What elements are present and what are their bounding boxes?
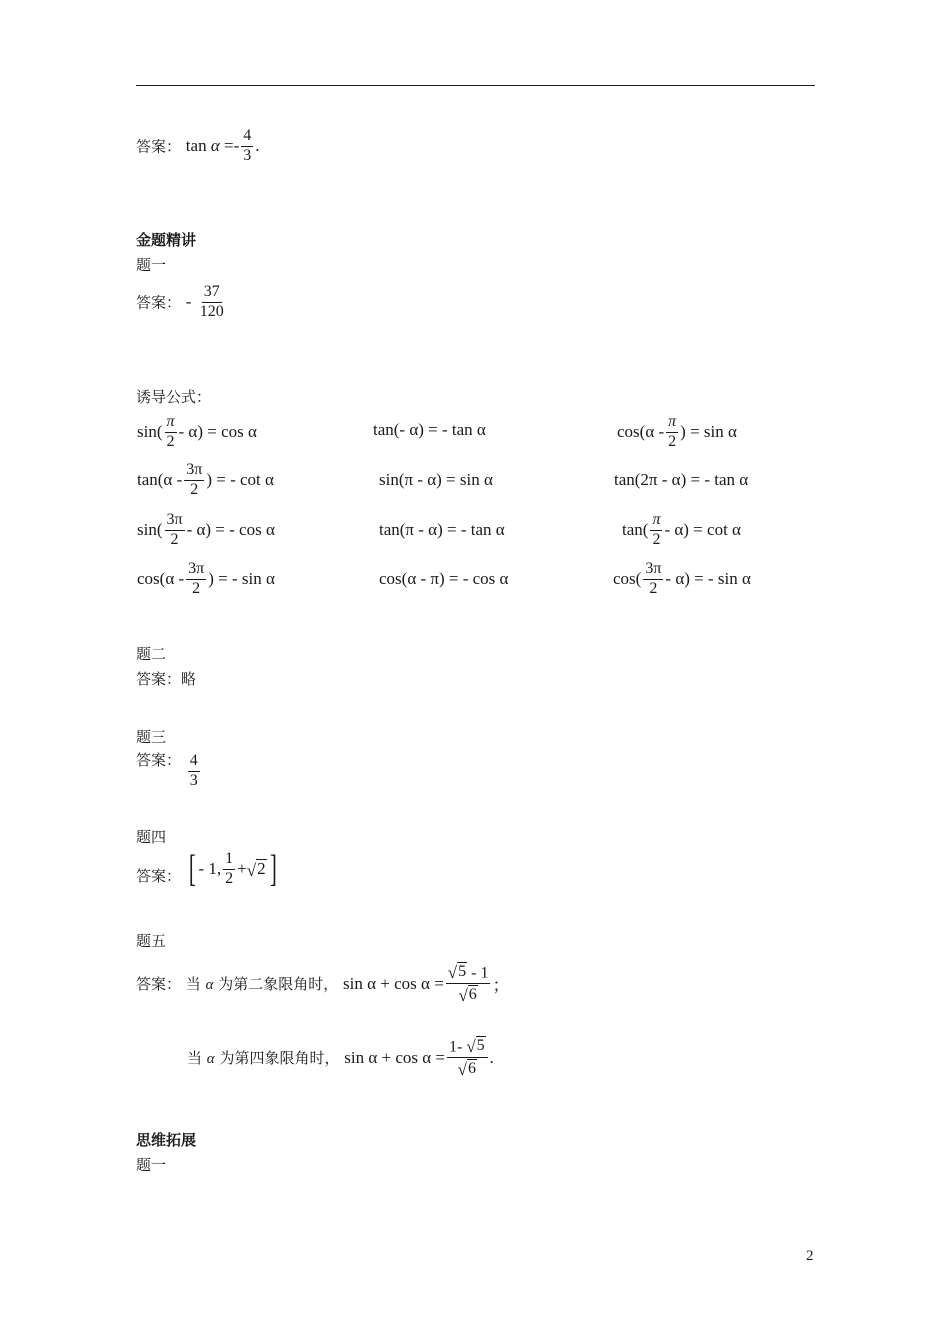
fraction: 1- √ 5 √ 6 xyxy=(447,1036,488,1080)
induction-title: 诱导公式： xyxy=(136,388,212,406)
section-title: 金题精讲 xyxy=(136,231,197,249)
question-title: 题五 xyxy=(136,932,167,950)
formula-r2c3: tan(2π - α) = - tan α xyxy=(614,470,749,489)
formula-r1c3: cos(α - $\frac{\pi}{2}$ ) = sin α xyxy=(617,413,737,450)
question-title: 题三 xyxy=(136,728,167,746)
formula-r2c2: sin(π - α) = sin α xyxy=(379,470,493,489)
q2-answer: 答案：略 xyxy=(136,670,197,688)
formula-r3c3: tan( $\frac{\pi}{2}$ - α) = cot α xyxy=(622,511,741,548)
q5-case2: 当 α 为第四象限角时， sin α + cos α = 1- √ 5 √ 6 . xyxy=(187,1036,494,1079)
formula-r1c2: tan(- α) = - tan α xyxy=(373,420,486,439)
q5-case1: 答案： 当 α 为第二象限角时， sin α + cos α = √ 5 - 1 √ 6 ； xyxy=(136,962,510,1005)
q3-answer: 答案： $\frac{4}{3}$ xyxy=(136,751,198,789)
question-title: 题一 xyxy=(136,256,167,274)
q4-answer: 答案： [ - 1, $\frac{1}{2}$ + √ 2 ] xyxy=(136,848,277,890)
question-title: 题四 xyxy=(136,828,167,846)
formula-r2c1: tan(α - $\frac{3\pi}{2}$ ) = - cot α xyxy=(137,461,274,498)
fraction: $\frac{1}{2}$ xyxy=(225,849,234,887)
top-answer xyxy=(136,128,260,165)
top-answer-formula: tan α =- $\frac{4}{3}$ . xyxy=(185,127,260,164)
formula-r4c3: cos( $\frac{3\pi}{2}$ - α) = - sin α xyxy=(613,560,751,597)
formula-r4c2: cos(α - π) = - cos α xyxy=(379,569,509,588)
fraction: $\frac{4}{3}$ xyxy=(189,752,198,789)
section-title: 思维拓展 xyxy=(136,1131,197,1149)
page-number: 2 xyxy=(806,1248,814,1264)
question-title: 题一 xyxy=(136,1156,167,1174)
formula-r3c1: sin( $\frac{3\pi}{2}$ - α) = - cos α xyxy=(137,511,275,548)
formula-r3c2: tan(π - α) = - tan α xyxy=(379,520,505,539)
formula-r1c1: sin( $\frac{\pi}{2}$ - α) = cos α xyxy=(137,413,257,450)
formula-r4c1: cos(α - $\frac{3\pi}{2}$ ) = - sin α xyxy=(137,560,275,597)
answer-label: 答案： xyxy=(136,137,182,156)
fraction: √ 5 - 1 √ 6 xyxy=(447,962,489,1005)
sqrt: √ 2 xyxy=(246,859,266,880)
header-rule xyxy=(136,85,815,86)
fraction: $\frac{37}{120}$ xyxy=(199,283,224,320)
question-title: 题二 xyxy=(136,645,167,663)
fraction: $\frac{4}{3}$ xyxy=(243,127,252,164)
q1-answer: 答案： - $\frac{37}{120}$ xyxy=(136,283,224,320)
